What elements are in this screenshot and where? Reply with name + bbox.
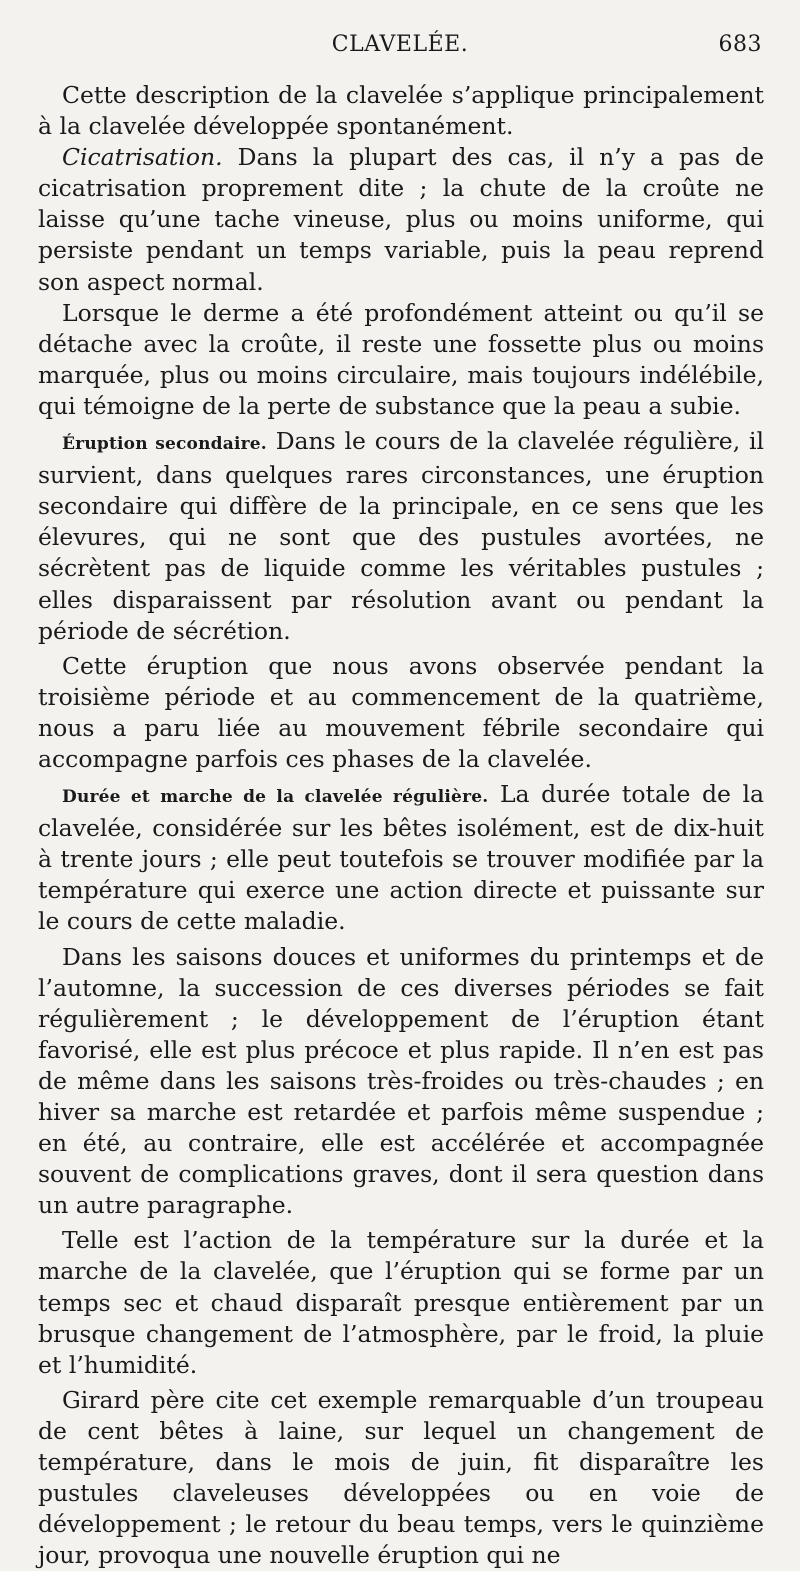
paragraph-text: Dans la plupart des cas, il n’y a pas de cicatrisation proprement dite ; la chute de la croûte ne laisse qu’une tache vineuse, plus ou moins uniforme, qui persiste pendant un temps variable, puis la peau reprend son aspect normal.: [38, 143, 764, 296]
paragraph: [38, 779, 764, 937]
page-number: 683: [718, 32, 762, 57]
running-title: CLAVELÉE.: [331, 32, 469, 57]
paragraph: [38, 1225, 764, 1380]
paragraph-text: Lorsque le derme a été profondément atteint ou qu’il se détache avec la croûte, il reste une fossette plus ou moins marquée, plus ou moins circulaire, mais toujours indélébile, qui témoigne de la perte de substance que la peau a subie.: [38, 298, 764, 420]
paragraph-text: Dans les saisons douces et uniformes du printemps et de l’automne, la succession de ces diverses périodes se fait régulièrement ; le développement de l’éruption étant favorisé, elle est plus précoce et plus rapide. Il n’en est pas de même dans les saisons très-froides ou très-chaudes ; en hiver sa marche est retardée et parfois même suspendue ; en été, au contraire, elle est accélérée et accompagnée souvent de complications graves, dont il sera question dans un autre paragraphe.: [38, 942, 764, 1220]
paragraph-text: Cette description de la clavelée s’applique principalement à la clavelée développée spontanément.: [38, 81, 764, 141]
body-text: [38, 80, 764, 1571]
paragraph: [38, 142, 764, 297]
paragraph-text: Girard père cite cet exemple remarquable d’un troupeau de cent bêtes à laine, sur lequel un changement de température, dans le mois de juin, fit disparaître les pustules claveleuses développées ou en voie de développement ; le retour du beau temps, vers le quinzième jour, provoqua une nouvelle éruption qui ne: [38, 1385, 764, 1570]
section-heading: Durée et marche de la clavelée régulière.: [62, 787, 489, 808]
paragraph: [38, 80, 764, 142]
running-header: [38, 32, 762, 62]
section-heading: Cicatrisation.: [62, 143, 223, 172]
section-heading: Éruption secondaire.: [62, 434, 267, 455]
paragraph-text: La durée totale de la clavelée, considérée sur les bêtes isolément, est de dix-huit à trente jours ; elle peut toutefois se trouver modifiée par la température qui exerce une action directe et puissante sur le cours de cette maladie.: [38, 780, 764, 936]
paragraph: [38, 426, 764, 647]
paragraph-text: Cette éruption que nous avons observée pendant la troisième période et au commencement de la quatrième, nous a paru liée au mouvement fébrile secondaire qui accompagne parfois ces phases de la clavelée.: [38, 651, 764, 773]
paragraph: [38, 1385, 764, 1571]
paragraph: [38, 651, 764, 775]
paragraph-text: Telle est l’action de la température sur la durée et la marche de la clavelée, que l’éruption qui se forme par un temps sec et chaud disparaît presque entièrement par un brusque changement de l’atmosphère, par le froid, la pluie et l’humidité.: [38, 1226, 764, 1379]
paragraph: [38, 942, 764, 1222]
paragraph: [38, 298, 764, 422]
paragraph-text: Dans le cours de la clavelée régulière, il survient, dans quelques rares circonstances, une éruption secondaire qui diffère de la principale, en ce sens que les élevures, qui ne sont que des pustules avortées, ne sécrètent pas de liquide comme les véritables pustules ; elles disparaissent par résolution avant ou pendant la période de sécrétion.: [38, 427, 765, 645]
